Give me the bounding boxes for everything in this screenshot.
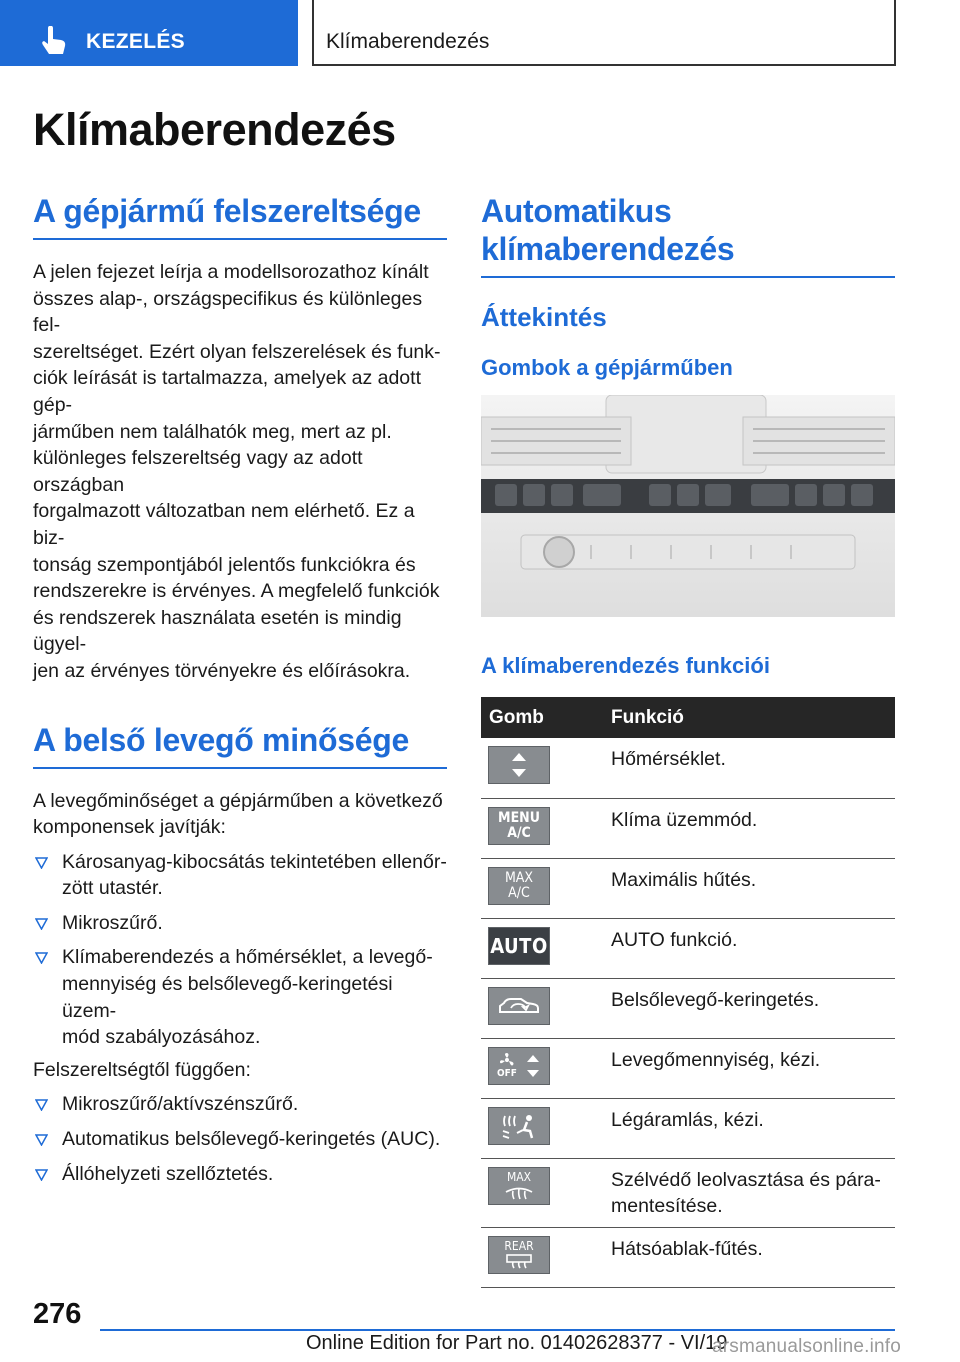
list-item-line: zött utastér. xyxy=(62,877,163,900)
button-cell xyxy=(481,858,603,918)
list-item-line: Állóhelyzeti szellőztetés. xyxy=(62,1162,274,1185)
buttons-heading: Gombok a gépjárműben xyxy=(481,355,733,380)
function-cell xyxy=(603,1038,895,1098)
functions-heading: A klímaberendezés funkciói xyxy=(481,653,770,678)
table-row xyxy=(481,1038,895,1098)
list-item xyxy=(33,1091,447,1118)
section-tab[interactable] xyxy=(0,0,298,66)
table-row xyxy=(481,738,895,798)
arrows-icon xyxy=(525,1051,541,1081)
function-text: Maximális hűtés. xyxy=(611,868,757,891)
list-item-line: mennyiség és belsőlevegő-keringetési üzem- xyxy=(62,973,393,1022)
table-row xyxy=(481,798,895,858)
button-cell xyxy=(481,1038,603,1098)
function-text: Belsőlevegő-keringetés. xyxy=(611,988,820,1011)
function-text: Szélvédő leolvasztása és pára- xyxy=(611,1168,881,1191)
button-cell xyxy=(481,1158,603,1227)
equipment-paragraph xyxy=(33,259,447,685)
function-text: Hátsóablak-fűtés. xyxy=(611,1237,763,1260)
pointing-hand-icon xyxy=(40,26,68,56)
bullet-triangle-icon xyxy=(35,1134,48,1146)
max-defrost-icon xyxy=(488,1167,550,1205)
function-text: Hőmérséklet. xyxy=(611,748,726,770)
function-text: Légáramlás, kézi. xyxy=(611,1108,764,1131)
list-item-line: Károsanyag-kibocsátás tekintetében ellenőr- xyxy=(62,850,447,873)
rear-window-icon xyxy=(504,1253,534,1269)
function-text: Klíma üzemmód. xyxy=(611,808,758,831)
function-cell xyxy=(603,978,895,1038)
icon-label: MAX xyxy=(506,1170,532,1184)
icon-label: AUTO xyxy=(490,933,548,958)
fan-off-icon xyxy=(488,1047,550,1085)
function-cell xyxy=(603,738,895,798)
recirculation-car-icon xyxy=(488,987,550,1025)
function-cell xyxy=(603,1227,895,1287)
text-line: tonság szempontjából jelentős funkciókra és xyxy=(33,553,416,576)
bullet-triangle-icon xyxy=(35,1169,48,1181)
bullet-triangle-icon xyxy=(35,952,48,964)
climate-panel-illustration xyxy=(481,395,895,617)
fan-icon xyxy=(498,1052,516,1068)
function-table xyxy=(481,697,895,1288)
breadcrumb xyxy=(312,0,896,66)
icon-label: OFF xyxy=(497,1068,517,1079)
function-cell xyxy=(603,1098,895,1158)
button-cell xyxy=(481,738,603,798)
function-text: mentesítése. xyxy=(611,1194,723,1217)
optional-list xyxy=(33,1091,447,1187)
list-item-line: mód szabályozásához. xyxy=(62,1026,261,1049)
temperature-arrows-icon xyxy=(488,746,550,784)
button-cell xyxy=(481,1227,603,1287)
rear-defrost-icon xyxy=(488,1236,550,1274)
table-row xyxy=(481,978,895,1038)
table-header-row xyxy=(481,697,895,738)
component-list xyxy=(33,849,447,1051)
table-row xyxy=(481,1158,895,1227)
text-line: jen az érvényes törvényekre és előírásokra. xyxy=(33,659,411,682)
icon-label: MAX xyxy=(504,869,534,886)
menu-ac-icon xyxy=(488,807,550,845)
table-row xyxy=(481,858,895,918)
page-title: Klímaberendezés xyxy=(33,104,396,155)
list-item-line: Klímaberendezés a hőmérséklet, a levegő- xyxy=(62,946,433,969)
climate-control-photo xyxy=(481,395,895,617)
table-row xyxy=(481,918,895,978)
bullet-triangle-icon xyxy=(35,918,48,930)
button-cell xyxy=(481,798,603,858)
function-cell xyxy=(603,1158,895,1227)
list-item xyxy=(33,910,447,937)
list-item xyxy=(33,1126,447,1153)
text-line: A levegőminőséget a gépjárműben a következő xyxy=(33,789,443,812)
section-heading-equipment: A gépjármű felszereltsége xyxy=(33,192,447,240)
equipment-dependent-label: Felszereltségtől függően: xyxy=(33,1058,251,1081)
page-number: 276 xyxy=(33,1298,82,1330)
text-line: komponensek javítják: xyxy=(33,816,226,839)
bullet-triangle-icon xyxy=(35,1099,48,1111)
section-label: KEZELÉS xyxy=(86,30,185,53)
function-cell xyxy=(603,858,895,918)
air-quality-intro xyxy=(33,788,447,841)
right-column xyxy=(481,192,895,1288)
edition-text: Online Edition for Part no. 01402628377 - VI/19 xyxy=(306,1332,728,1354)
fan-group xyxy=(497,1052,517,1079)
air-distribution-icon xyxy=(488,1107,550,1145)
overview-heading: Áttekintés xyxy=(481,302,607,332)
button-cell xyxy=(481,1098,603,1158)
table-row xyxy=(481,1098,895,1158)
list-item-line: Mikroszűrő. xyxy=(62,911,163,934)
icon-label: A/C xyxy=(507,824,531,841)
list-item xyxy=(33,849,447,902)
text-line: különleges felszereltség vagy az adott országban xyxy=(33,447,363,496)
list-item-line: Mikroszűrő/aktívszénszűrő. xyxy=(62,1093,299,1116)
section-heading-auto-climate xyxy=(481,192,895,278)
text-line: rendszerekre is érvényes. A megfelelő funkciók xyxy=(33,580,440,603)
text-line: és rendszerek használata esetén is mindig ügyel- xyxy=(33,606,402,656)
icon-label: A/C xyxy=(508,884,530,901)
text-line: szereltséget. Ezért olyan felszerelések és funk- xyxy=(33,340,441,363)
windshield-icon xyxy=(504,1184,534,1200)
text-line: ciók leírását is tartalmazza, amelyek az adott gép- xyxy=(33,367,421,416)
text-line: A jelen fejezet leírja a modellsorozathoz kínált xyxy=(33,261,429,283)
max-ac-icon xyxy=(488,867,550,905)
function-text: AUTO funkció. xyxy=(611,928,738,951)
list-item-line: Automatikus belsőlevegő-keringetés (AUC). xyxy=(62,1128,441,1151)
footer-divider xyxy=(100,1329,895,1331)
text-line: járműben nem találhatók meg, mert az pl. xyxy=(33,420,392,443)
column-header-function: Funkció xyxy=(603,697,895,738)
function-cell xyxy=(603,798,895,858)
text-line: forgalmazott változatban nem elérhető. Ez a biz- xyxy=(33,500,415,549)
text-line: összes alap-, országspecifikus és különleges fel- xyxy=(33,287,423,337)
heading-line: klímaberendezés xyxy=(481,231,735,267)
list-item xyxy=(33,944,447,1050)
function-cell xyxy=(603,918,895,978)
section-heading-air-quality: A belső levegő minősége xyxy=(33,721,447,769)
table-row xyxy=(481,1227,895,1287)
button-cell xyxy=(481,978,603,1038)
icon-label: REAR xyxy=(504,1239,534,1253)
bullet-triangle-icon xyxy=(35,857,48,869)
heading-line: Automatikus xyxy=(481,193,672,229)
watermark: arsmanualsonline.info xyxy=(712,1336,902,1357)
auto-icon xyxy=(488,927,550,965)
list-item xyxy=(33,1161,447,1188)
left-column xyxy=(33,192,447,1187)
column-header-button: Gomb xyxy=(481,697,603,738)
icon-label: MENU xyxy=(498,809,540,826)
breadcrumb-text: Klímaberendezés xyxy=(326,30,490,53)
function-text: Levegőmennyiség, kézi. xyxy=(611,1048,821,1071)
button-cell xyxy=(481,918,603,978)
